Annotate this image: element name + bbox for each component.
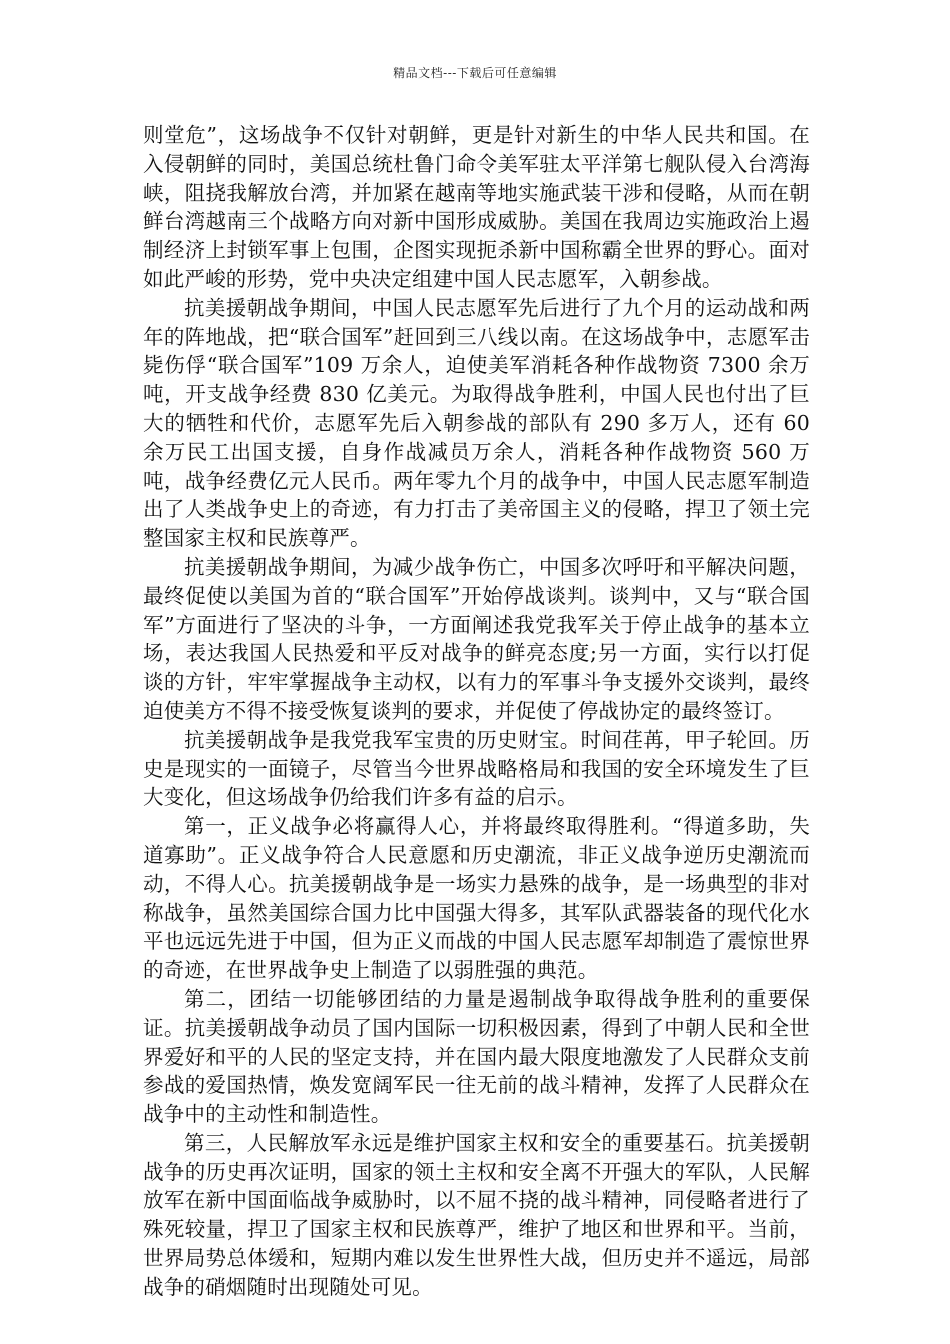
paragraph: 抗美援朝战争期间，中国人民志愿军先后进行了九个月的运动战和两年的阵地战，把“联合国军”赶回到三八线以南。在这场战争中，志愿军击毙伤俘“联合国军”109 万余人，迫使美军消耗各种作战物资 7300 余万吨，开支战争经费 830 亿美元。为取得战争胜利，中国人民也付出了巨大的牺牲和代价，志愿军先后入朝参战的部队有 290 多万人，还有 60 余万民工出国支援，自身作战减员万余人，消耗各种作战物资 560 万吨，战争经费亿元人民币。两年零九个月的战争中，中国人民志愿军制造出了人类战争史上的奇迹，有力打击了美帝国主义的侵略，捍卫了领土完整国家主权和民族尊严。 — [143, 295, 810, 551]
paragraph: 第三，人民解放军永远是维护国家主权和安全的重要基石。抗美援朝战争的历史再次证明，国家的领土主权和安全离不开强大的军队，人民解放军在新中国面临战争威胁时，以不屈不挠的战斗精神，同侵略者进行了殊死较量，捍卫了国家主权和民族尊严，维护了地区和世界和平。当前，世界局势总体缓和，短期内难以发生世界性大战，但历史并不遥远，局部战争的硝烟随时出现随处可见。 — [143, 1130, 810, 1299]
page-header: 精品文档---下载后可任意编辑 — [393, 66, 557, 80]
paragraph: 抗美援朝战争期间，为减少战争伤亡，中国多次呼吁和平解决问题，最终促使以美国为首的“联合国军”开始停战谈判。谈判中，又与“联合国军”方面进行了坚决的斗争，一方面阐述我党我军关于停止战争的基本立场，表达我国人民热爱和平反对战争的鲜亮态度;另一方面，实行以打促谈的方针，牢牢掌握战争主动权，以有力的军事斗争支援外交谈判，最终迫使美方不得不接受恢复谈判的要求，并促使了停战协定的最终签订。 — [143, 554, 810, 723]
body-text — [143, 121, 810, 1302]
paragraph: 第二，团结一切能够团结的力量是遏制战争取得战争胜利的重要保证。抗美援朝战争动员了国内国际一切积极因素，得到了中朝人民和全世界爱好和平的人民的坚定支持，并在国内最大限度地激发了人民群众支前参战的爱国热情，焕发宽阔军民一往无前的战斗精神，发挥了人民群众在战争中的主动性和制造性。 — [143, 986, 810, 1127]
paragraph: 则堂危”，这场战争不仅针对朝鲜，更是针对新生的中华人民共和国。在入侵朝鲜的同时，美国总统杜鲁门命令美军驻太平洋第七舰队侵入台湾海峡，阻挠我解放台湾，并加紧在越南等地实施武装干涉和侵略，从而在朝鲜台湾越南三个战略方向对新中国形成威胁。美国在我周边实施政治上遏制经济上封锁军事上包围，企图实现扼杀新中国称霸全世界的野心。面对如此严峻的形势，党中央决定组建中国人民志愿军，入朝参战。 — [143, 123, 810, 291]
paragraph: 第一，正义战争必将赢得人心，并将最终取得胜利。“得道多助，失道寡助”。正义战争符合人民意愿和历史潮流，非正义战争逆历史潮流而动，不得人心。抗美援朝战争是一场实力悬殊的战争，是一场典型的非对称战争，虽然美国综合国力比中国强大得多，其军队武器装备的现代化水平也远远先进于中国，但为正义而战的中国人民志愿军却制造了震惊世界的奇迹，在世界战争史上制造了以弱胜强的典范。 — [143, 814, 810, 983]
paragraph: 抗美援朝战争是我党我军宝贵的历史财宝。时间荏苒，甲子轮回。历史是现实的一面镜子，尽管当今世界战略格局和我国的安全环境发生了巨大变化，但这场战争仍给我们许多有益的启示。 — [143, 727, 810, 810]
